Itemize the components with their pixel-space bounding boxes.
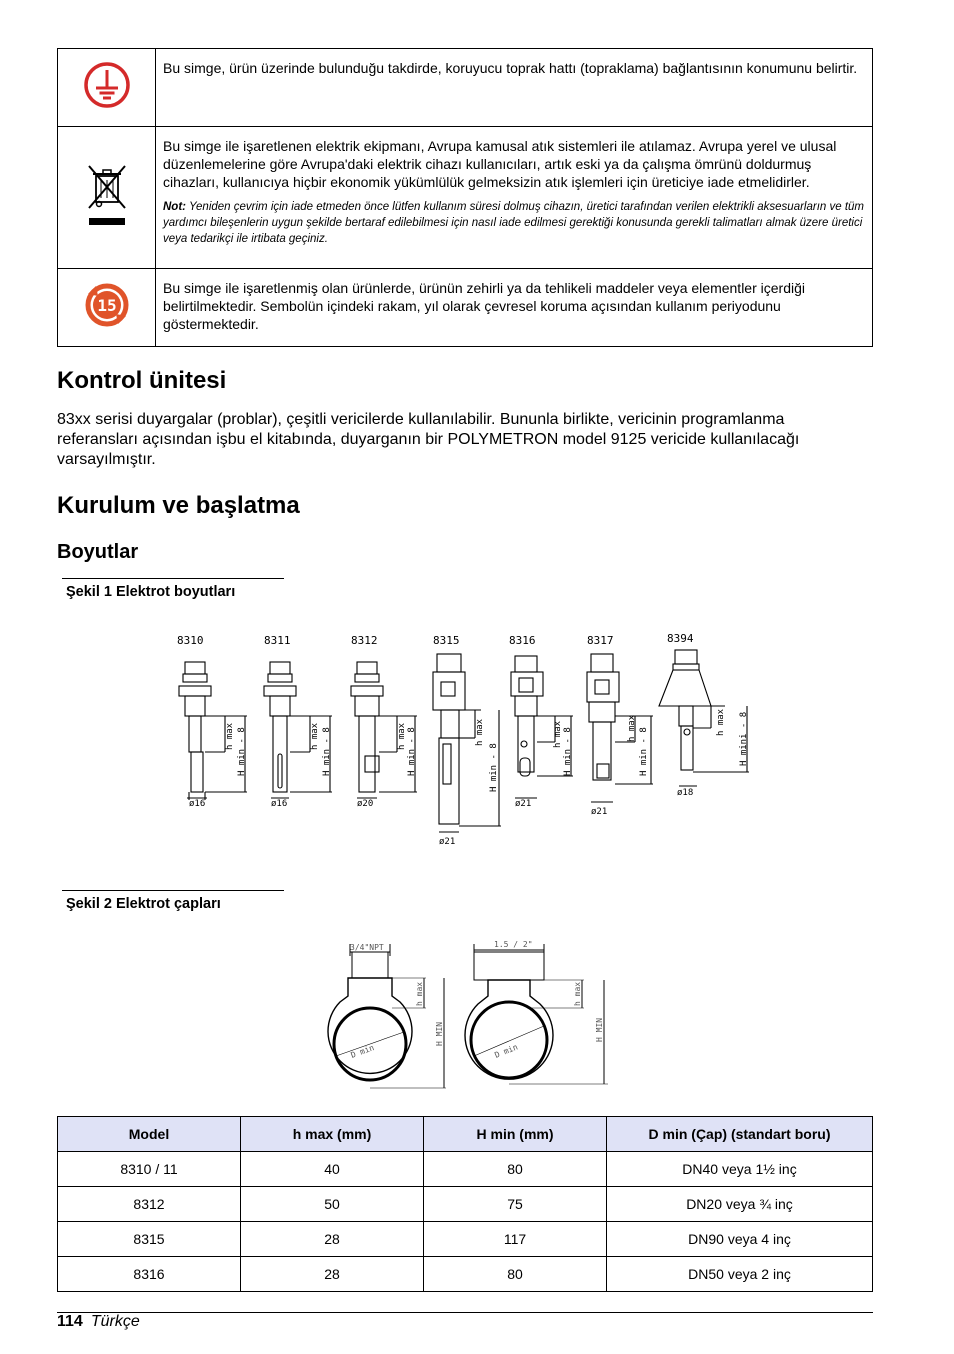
hmax-label: h max (716, 708, 726, 736)
table-cell: 50 (241, 1187, 424, 1222)
diameter-label: ø21 (591, 807, 608, 817)
hmin-label: H min - 8 (639, 727, 649, 776)
table-header: H min (mm) (424, 1117, 607, 1152)
hmin-label: H min - 8 (407, 727, 417, 776)
table-cell: 80 (424, 1257, 607, 1292)
page-footer (57, 1313, 140, 1331)
symbol-row (58, 127, 873, 269)
electrode-model-label: 8311 (264, 634, 291, 647)
symbol-table (57, 48, 873, 347)
diameter-label: ø21 (439, 837, 456, 847)
symbol-description: Bu simge ile işaretlenmiş olan ürünlerde, ürünün zehirli ya da tehlikeli maddeler veya elementler içerdiği belirtilmektedir. Sembolün içindeki rakam, yıl olarak çevresel koruma açısından kullanım periyodunu göstermektedir. (156, 269, 873, 347)
efup-15-label: 15 (96, 296, 117, 315)
table-cell: 80 (424, 1152, 607, 1187)
efup-15-icon (84, 282, 130, 328)
figure-rule (62, 890, 284, 891)
section-title: Kontrol ünitesi (57, 367, 227, 394)
note (163, 199, 864, 247)
dimensions-table (57, 1116, 873, 1292)
subsection-title: Boyutlar (57, 541, 139, 563)
symbol-icon-cell (58, 49, 156, 127)
figure-caption: Şekil 1 Elektrot boyutları (66, 584, 236, 600)
note-label: Not: (163, 201, 186, 213)
table-cell: DN90 veya 4 inç (607, 1222, 873, 1257)
table-row (58, 1222, 873, 1257)
table-header: D min (Çap) (standart boru) (607, 1117, 873, 1152)
hmax-label: h max (225, 722, 235, 750)
hmax-label: h max (553, 720, 563, 748)
diameter-label: ø16 (271, 799, 288, 809)
section-title: Kurulum ve başlatma (57, 492, 300, 519)
hmin-label: H MIN (435, 1021, 444, 1046)
symbol-row (58, 49, 873, 127)
diameter-label: ø16 (189, 799, 206, 809)
symbol-icon-cell (58, 269, 156, 347)
electrode-model-label: 8312 (351, 634, 378, 647)
diameter-label: ø18 (677, 788, 694, 798)
page-number: 114 (57, 1313, 83, 1330)
dmin-label: D min (349, 1043, 376, 1060)
hmin-label: H min - 8 (489, 743, 499, 792)
hmax-label: h max (627, 714, 637, 742)
section-body: 83xx serisi duyargalar (problar), çeşitli vericilerde kullanılabilir. Bununla birlikte, vericinin programlanma referansları açısından işbu el kitabında, duyarganın bir POLYMETRON model 9125 vericide kullanılacağı varsayılmıştır. (57, 411, 800, 468)
dmin-label: D min (493, 1042, 520, 1060)
table-cell: 8310 / 11 (58, 1152, 241, 1187)
electrode-model-label: 8316 (509, 634, 536, 647)
symbol-icon-cell (58, 127, 156, 269)
hmax-label: h max (310, 722, 320, 750)
table-cell: 28 (241, 1257, 424, 1292)
symbol-description-cell (156, 127, 873, 269)
table-row (58, 1257, 873, 1292)
hmin-label: H min - 8 (237, 727, 247, 776)
hmax-label: h max (397, 722, 407, 750)
footer-rule (57, 1312, 873, 1313)
table-cell: 8315 (58, 1222, 241, 1257)
electrode-model-label: 8310 (177, 634, 204, 647)
hmini-label: H mini - 8 (739, 711, 749, 766)
table-row (58, 1152, 873, 1187)
table-header: Model (58, 1117, 241, 1152)
table-cell: 40 (241, 1152, 424, 1187)
electrode-model-label: 8317 (587, 634, 614, 647)
electrode-diameter-drawing (318, 938, 614, 1100)
figure-rule (62, 578, 284, 579)
electrode-model-label: 8394 (667, 632, 694, 645)
table-header-row (58, 1117, 873, 1152)
symbol-description: Bu simge ile işaretlenen elektrik ekipmanı, Avrupa kamusal atık sistemleri ile atılamaz. Avrupa yerel ve ulusal düzenlemelerine göre Avrupa'daki elektrik cihazı kullanıcıları, artık eski ya da çalışma ömrünü doldurmuş cihazları, kullanıcıya hiçbir ekonomik yükümlülük gelmeksizin atık işlemleri için üreticiye iade etmelidirler. (163, 138, 837, 190)
table-cell: 117 (424, 1222, 607, 1257)
diameter-label: ø20 (357, 799, 374, 809)
table-cell: 75 (424, 1187, 607, 1222)
hmax-label: h max (475, 718, 485, 746)
table-cell: DN40 veya 1½ inç (607, 1152, 873, 1187)
electrode-model-label: 8315 (433, 634, 460, 647)
symbol-row (58, 269, 873, 347)
note-text: Yeniden çevrim için iade etmeden önce lütfen kullanım süresi dolmuş cihazın, üretici tarafından verilen elektrikli aksesuarların ve tüm yardımcı bileşenlerin uygun şekilde bertaraf edilebilmesi için nasıl iade edilmesi gerektiği konusunda gerekli talimatları almak üzere üretici veya tedarikçi ile irtibata geçiniz. (163, 201, 864, 245)
hmax-label: h max (415, 981, 424, 1006)
weee-crossed-bin-icon (85, 162, 129, 228)
table-cell: DN50 veya 2 inç (607, 1257, 873, 1292)
electrode-dimensions-drawing (175, 626, 755, 850)
table-cell: DN20 veya ¾ inç (607, 1187, 873, 1222)
hmax-label: h max (573, 981, 582, 1006)
table-header: h max (mm) (241, 1117, 424, 1152)
figure-caption: Şekil 2 Elektrot çapları (66, 896, 221, 912)
pipe-size-label: 1.5 / 2" (494, 940, 533, 949)
hmin-label: H MIN (595, 1017, 604, 1042)
protective-earth-icon (82, 60, 132, 110)
npt-thread-label: 3/4"NPT (350, 943, 384, 952)
table-cell: 28 (241, 1222, 424, 1257)
table-cell: 8316 (58, 1257, 241, 1292)
hmin-label: H min - 8 (322, 727, 332, 776)
table-cell: 8312 (58, 1187, 241, 1222)
table-row (58, 1187, 873, 1222)
symbol-description: Bu simge, ürün üzerinde bulunduğu takdirde, koruyucu toprak hattı (topraklama) bağlantısının konumunu belirtir. (156, 49, 873, 127)
hmin-label: H min - 8 (563, 727, 573, 776)
diameter-label: ø21 (515, 799, 532, 809)
footer-language: Türkçe (90, 1313, 140, 1330)
